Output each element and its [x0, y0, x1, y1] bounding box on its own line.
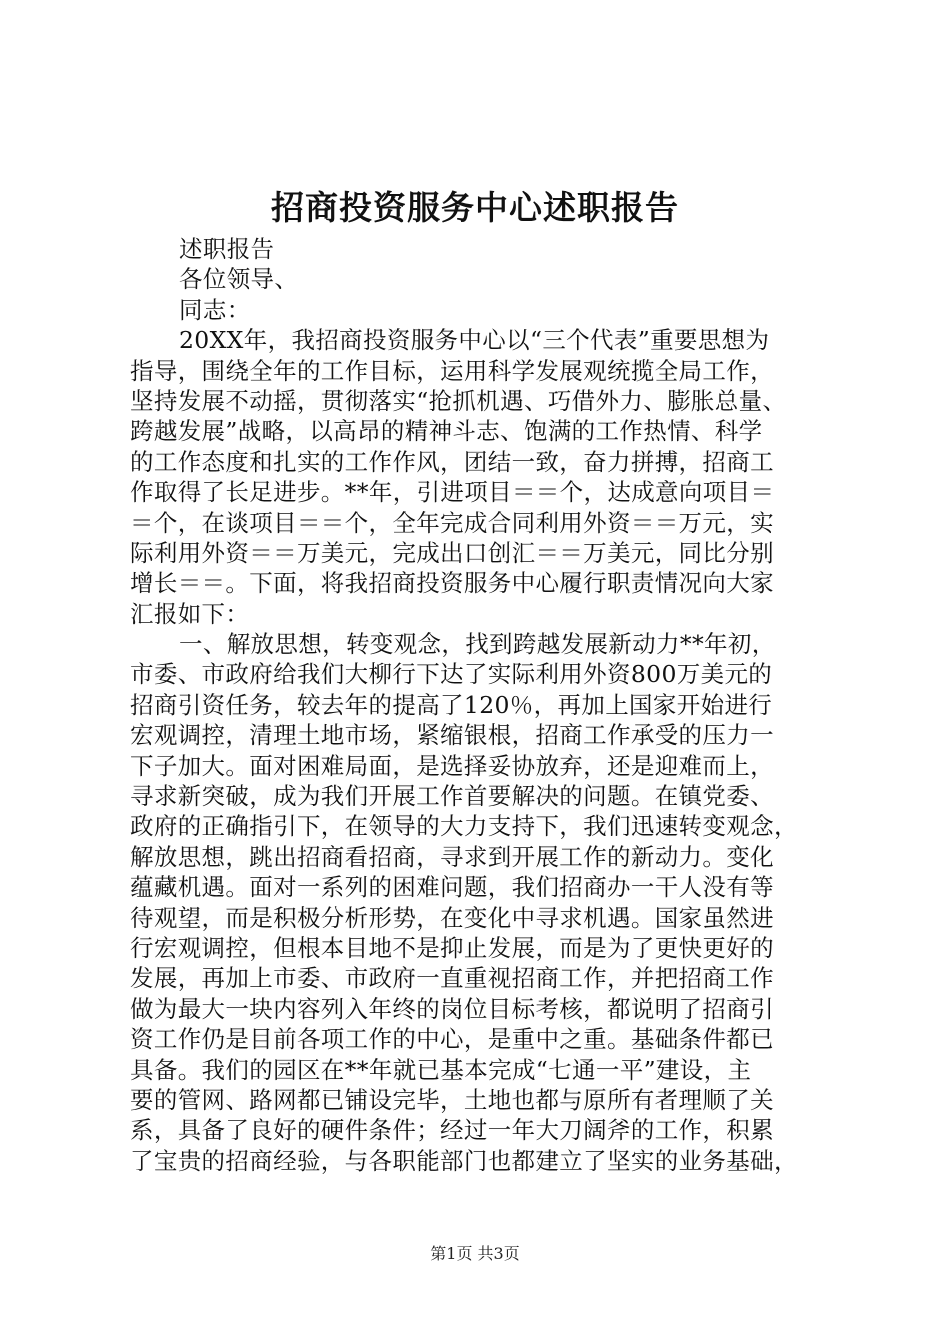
text-line: 际利用外资＝＝万美元，完成出口创汇＝＝万美元，同比分别 [130, 538, 774, 567]
text-line: 市委、市政府给我们大柳行下达了实际利用外资800万美元的 [130, 660, 773, 689]
text-line: 宏观调控，清理土地市场，紧缩银根，招商工作承受的压力一 [130, 721, 774, 750]
text-line: 做为最大一块内容列入年终的岗位目标考核，都说明了招商引 [130, 994, 774, 1023]
text-line: 蕴藏机遇。面对一系列的困难问题，我们招商办一干人没有等 [130, 873, 774, 902]
text-line: 寻求新突破，成为我们开展工作首要解决的问题。在镇党委、 [130, 782, 774, 811]
text-line: 的工作态度和扎实的工作作风，团结一致，奋力拼搏，招商工 [130, 447, 774, 476]
text-line: 跨越发展”战略，以高昂的精神斗志、饱满的工作热情、科学 [130, 417, 763, 446]
text-line: 解放思想，跳出招商看招商，寻求到开展工作的新动力。变化 [130, 842, 774, 871]
page-number-footer: 第1页 共3页 [430, 1244, 520, 1263]
text-line: 政府的正确指引下，在领导的大力支持下，我们迅速转变观念， [130, 812, 798, 841]
text-line: 具备。我们的园区在**年就已基本完成“七通一平”建设，主 [130, 1055, 752, 1084]
text-line: 增长＝＝。下面，将我招商投资服务中心履行职责情况向大家 [130, 569, 774, 598]
text-line: 坚持发展不动摇，贯彻落实“抢抓机遇、巧借外力、膨胀总量、 [130, 386, 787, 415]
text-line: 招商引资任务，较去年的提高了120％，再加上国家开始进行 [130, 690, 773, 719]
text-line: 了宝贵的招商经验，与各职能部门也都建立了坚实的业务基础， [130, 1146, 798, 1175]
text-line: 同志： [179, 295, 251, 324]
text-line: 述职报告 [179, 235, 275, 263]
text-line: 资工作仍是目前各项工作的中心，是重中之重。基础条件都已 [130, 1025, 774, 1054]
text-line: ＝个，在谈项目＝＝个，全年完成合同利用外资＝＝万元，实 [130, 508, 774, 537]
text-line: 要的管网、路网都已铺设完毕，土地也都与原所有者理顺了关 [130, 1085, 774, 1114]
text-line: 汇报如下： [130, 599, 250, 628]
text-line: 待观望，而是积极分析形势，在变化中寻求机遇。国家虽然进 [130, 903, 774, 932]
text-line: 下子加大。面对困难局面，是选择妥协放弃，还是迎难而上， [130, 751, 774, 780]
text-line: 发展，再加上市委、市政府一直重视招商工作，并把招商工作 [130, 964, 774, 993]
text-line: 一、解放思想，转变观念，找到跨越发展新动力**年初， [179, 630, 776, 659]
document-title: 招商投资服务中心述职报告 [271, 188, 679, 227]
text-line: 系，具备了良好的硬件条件；经过一年大刀阔斧的工作，积累 [130, 1116, 774, 1145]
document-body [130, 234, 840, 1176]
text-line: 20XX年，我招商投资服务中心以“三个代表”重要思想为 [179, 326, 770, 355]
text-line: 作取得了长足进步。**年，引进项目＝＝个，达成意向项目＝ [130, 478, 775, 507]
text-line: 各位领导、 [179, 265, 299, 294]
text-line: 行宏观调控，但根本目地不是抑止发展，而是为了更快更好的 [130, 933, 774, 962]
text-line: 指导，围绕全年的工作目标，运用科学发展观统揽全局工作， [130, 356, 774, 385]
